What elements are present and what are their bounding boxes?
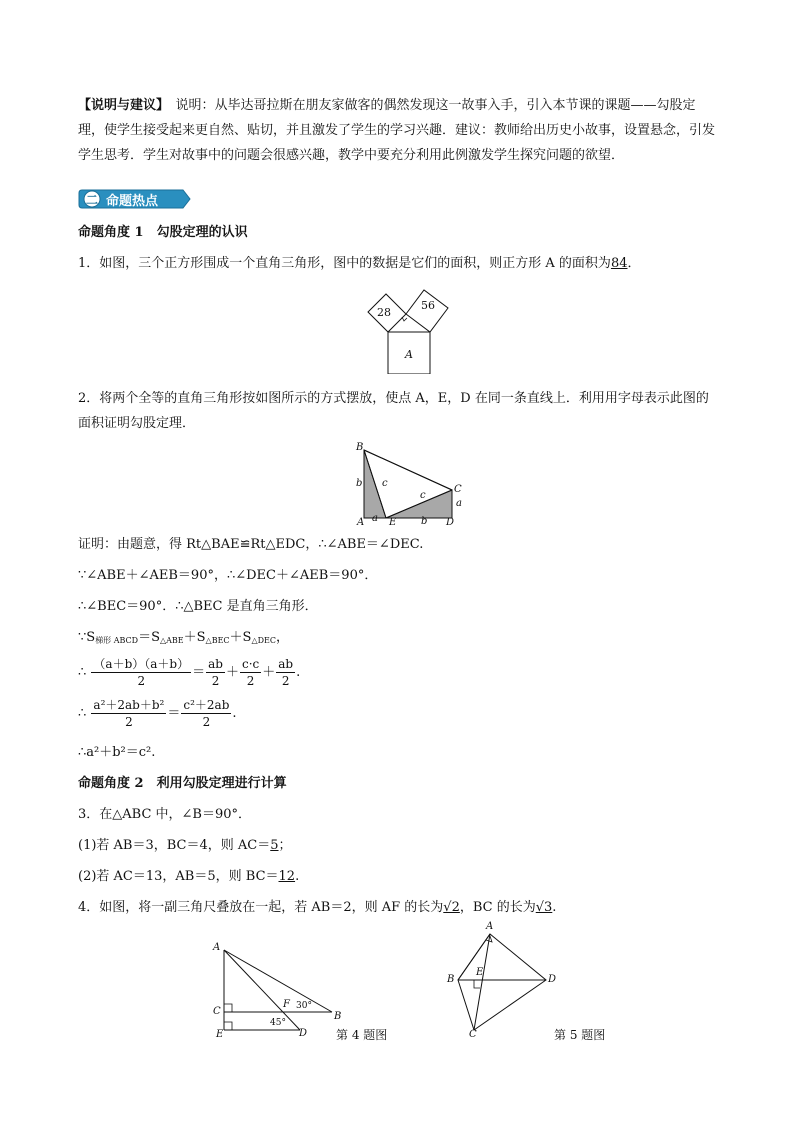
q2-label-A: A bbox=[357, 517, 365, 528]
fig5-C: C bbox=[469, 1029, 477, 1040]
q3-p2-answer: 12 bbox=[278, 869, 296, 884]
q2-label-E: E bbox=[389, 517, 397, 528]
q3-part2 bbox=[78, 868, 299, 886]
fig5-B: B bbox=[447, 974, 455, 985]
proof-l5-frac3 bbox=[240, 656, 261, 689]
proof-l5-n2: ab bbox=[208, 657, 223, 671]
q4-text: 4．如图，将一副三角尺叠放在一起，若 AB＝2，则 AF 的长为 bbox=[78, 900, 444, 915]
fig5-E: E bbox=[476, 967, 484, 978]
proof-line-2: ∵∠ABE＋∠AEB＝90°，∴∠DEC＋∠AEB＝90°． bbox=[78, 568, 378, 583]
proof-l5-frac4 bbox=[276, 656, 295, 689]
proof-l5-d1: 2 bbox=[137, 674, 146, 688]
q1-text: 1．如图，三个正方形围成一个直角三角形，图中的数据是它们的面积，则正方形 A 的面积为 bbox=[78, 256, 611, 271]
proof-l6-frac2 bbox=[181, 697, 231, 730]
fig5-A: A bbox=[486, 921, 494, 932]
angle1-title: 命题角度 1 勾股定理的认识 bbox=[78, 225, 248, 240]
q2-label-a1: a bbox=[372, 513, 378, 524]
proof-l4-b: ＝S bbox=[138, 630, 160, 645]
proof-l5-frac2 bbox=[206, 656, 225, 689]
q2-label-c2: c bbox=[420, 490, 426, 501]
proof-l6-n1: a²＋2ab＋b² bbox=[93, 698, 165, 712]
figure-4 bbox=[210, 940, 400, 1044]
q2-label-B: B bbox=[356, 442, 364, 453]
q1-fig-bottom: A bbox=[405, 348, 413, 361]
q2-label-c1: c bbox=[382, 478, 388, 489]
proof-l5-p1: ＋ bbox=[225, 665, 239, 680]
q3-p2-text: (2)若 AC＝13，AB＝5，则 BC＝ bbox=[78, 869, 279, 884]
fig4-B: B bbox=[334, 1011, 342, 1022]
q1-figure bbox=[364, 284, 454, 374]
q1-end: ． bbox=[627, 256, 641, 271]
section-title: 命题热点 bbox=[106, 194, 159, 209]
proof-l5-n3: c·c bbox=[241, 657, 260, 671]
q2-label-D: D bbox=[446, 517, 455, 528]
q3-p1-end: ； bbox=[278, 838, 292, 853]
q3-stem: 3．在△ABC 中，∠B＝90°． bbox=[78, 807, 252, 822]
fig4-A: A bbox=[213, 942, 221, 953]
fig4-F: F bbox=[283, 999, 290, 1010]
q4-end: . bbox=[552, 900, 557, 915]
proof-l4-d: ＋S bbox=[229, 630, 252, 645]
fig5-D: D bbox=[548, 974, 557, 985]
proof-l6-frac1 bbox=[91, 697, 166, 730]
fig5-caption: 第 5 题图 bbox=[554, 1028, 606, 1042]
q3-p1-text: (1)若 AB＝3，BC＝4，则 AC＝ bbox=[78, 838, 271, 853]
proof-l5-eq: ＝ bbox=[192, 665, 206, 680]
proof-l6-end: . bbox=[232, 706, 237, 721]
proof-line-6 bbox=[78, 697, 237, 731]
proof-l6-d1: 2 bbox=[125, 715, 133, 729]
fig4-ang45: 45° bbox=[270, 1018, 286, 1028]
q4-mid: ，BC 的长为 bbox=[459, 900, 536, 915]
proof-l4-sub4: △DEC bbox=[251, 636, 276, 645]
angle2-title: 命题角度 2 利用勾股定理进行计算 bbox=[78, 776, 287, 791]
proof-l6-eq: ＝ bbox=[167, 706, 181, 721]
proof-l4-sub3: △BEC bbox=[205, 636, 230, 645]
proof-l5-d4: 2 bbox=[281, 674, 290, 688]
proof-l4-sub1: 梯形 ABCD bbox=[95, 636, 139, 645]
q2-label-b2: b bbox=[421, 516, 428, 527]
proof-line-5 bbox=[78, 656, 300, 690]
proof-l4-a: ∵S bbox=[78, 630, 96, 645]
proof-l6-d2: 2 bbox=[202, 715, 211, 729]
proof-l4-sub2: △ABE bbox=[159, 636, 184, 645]
q3-p2-end: . bbox=[295, 869, 300, 884]
proof-line-1: 证明：由题意，得 Rt△BAE≌Rt△EDC，∴∠ABE＝∠DEC. bbox=[78, 537, 424, 552]
q1-fig-right: 56 bbox=[421, 299, 435, 312]
proof-line-3: ∴∠BEC＝90°．∴△BEC 是直角三角形． bbox=[78, 599, 318, 614]
q2-label-a2: a bbox=[456, 498, 462, 509]
proof-l4-e: ， bbox=[275, 630, 289, 645]
proof-line-4 bbox=[78, 629, 289, 650]
proof-l5-pre: ∴ bbox=[78, 665, 87, 680]
q1-fig-left: 28 bbox=[377, 306, 391, 319]
proof-l5-n4: ab bbox=[278, 657, 294, 671]
note-text: 说明：从毕达哥拉斯在朋友家做客的偶然发现这一故事入手，引入本节课的课题——勾股定理，使学生接受起来更自然、贴切，并且激发了学生的学习兴趣．建议：教师给出历史小故事，设置悬念，引发学生思考．学生对故事中的问题会很感兴趣，教学中要充分利用此例激发学生探究问题的欲望． bbox=[78, 98, 716, 163]
q2-label-C: C bbox=[454, 484, 462, 495]
fig4-ang30: 30° bbox=[296, 1001, 312, 1011]
proof-l6-pre: ∴ bbox=[78, 706, 87, 721]
proof-l5-d3: 2 bbox=[246, 674, 255, 688]
proof-l5-p2: ＋ bbox=[262, 665, 276, 680]
q1-line bbox=[78, 255, 641, 273]
q1-answer: 84 bbox=[610, 256, 628, 271]
q2-figure bbox=[354, 444, 472, 528]
proof-l5-frac1 bbox=[91, 656, 191, 689]
q2-text: 2．将两个全等的直角三角形按如图所示的方式摆放，使点 A，E，D 在同一条直线上．利用用字母表示此图的面积证明勾股定理． bbox=[78, 391, 709, 431]
q4-answer1: √2 bbox=[443, 900, 460, 915]
q3-p1-answer: 5 bbox=[270, 838, 279, 853]
proof-l4-c: ＋S bbox=[183, 630, 206, 645]
note-label: 【说明与建议】 bbox=[78, 98, 163, 113]
section-number: 二 bbox=[86, 193, 99, 207]
proof-l5-end: . bbox=[296, 665, 301, 680]
section-header bbox=[78, 189, 191, 209]
proof-l5-d2: 2 bbox=[211, 674, 220, 688]
fig4-E: E bbox=[216, 1029, 224, 1040]
fig4-caption: 第 4 题图 bbox=[336, 1028, 388, 1042]
q3-part1 bbox=[78, 837, 292, 855]
figure-5 bbox=[440, 920, 620, 1044]
q2-label-b1: b bbox=[356, 478, 363, 489]
fig4-D: D bbox=[299, 1028, 308, 1039]
proof-l6-n2: c²＋2ab bbox=[183, 698, 230, 712]
q4-line bbox=[78, 899, 556, 917]
proof-line-7: ∴a²＋b²＝c². bbox=[78, 745, 156, 760]
fig4-C: C bbox=[213, 1006, 221, 1017]
proof-l5-n1: （a＋b）（a＋b） bbox=[93, 657, 190, 671]
note-paragraph bbox=[78, 93, 718, 168]
q4-answer2: √3 bbox=[535, 900, 553, 915]
